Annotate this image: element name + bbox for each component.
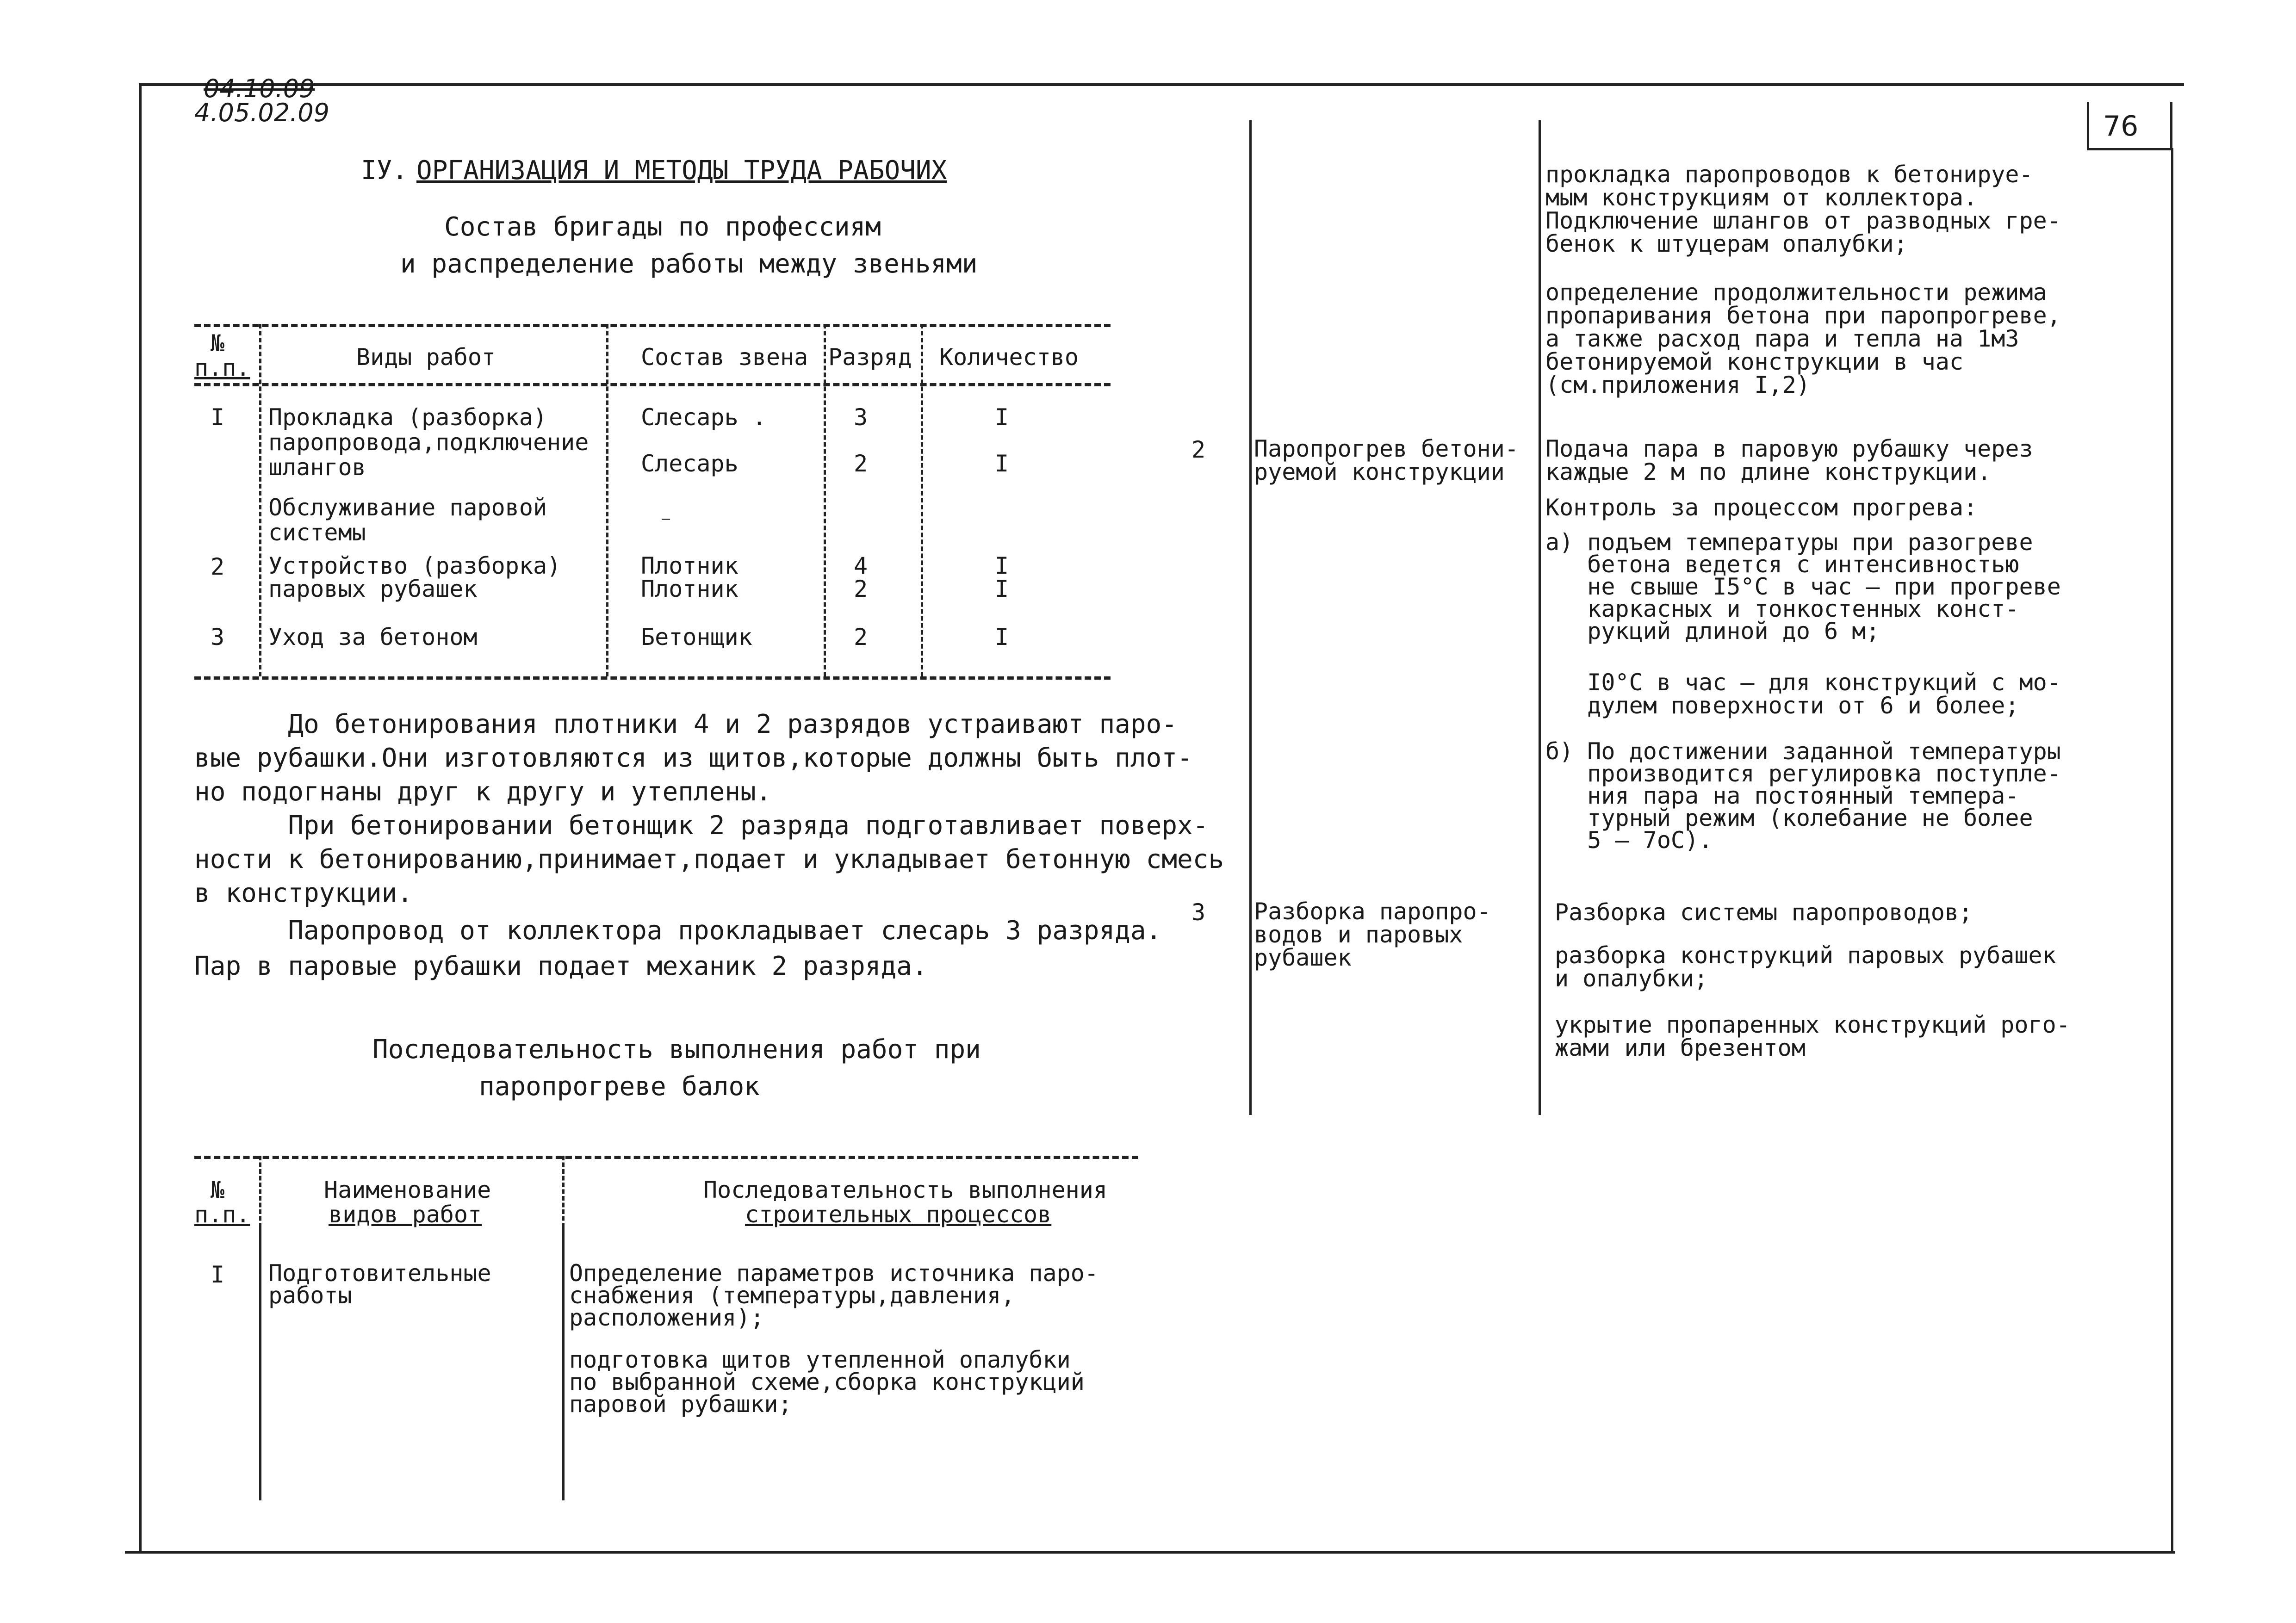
brigade-row-4-qty: I I xyxy=(995,552,1009,602)
brigade-row-5-grade: 2 xyxy=(854,624,868,650)
brigade-header-team: Состав звена xyxy=(641,344,808,371)
brigade-col-1 xyxy=(259,324,261,676)
sequence-col-1-solid xyxy=(259,1227,261,1500)
right-row-2-item-3: а) подъем температуры при разогреве бетона ведется с интенсивностью не свыше I5°С в час – при прогреве каркасных и тонкостенных конст- рукций длиной до 6 м; xyxy=(1545,529,2061,644)
brigade-row-4-work: Устройство (разборка) паровых рубашек xyxy=(268,552,561,602)
frame-left xyxy=(139,83,142,1552)
paragraph-line-1: До бетонирования плотники 4 и 2 разрядов устраивают паро- xyxy=(194,709,1178,739)
brigade-row-5-work: Уход за бетоном xyxy=(268,624,478,650)
sequence-col-2-solid xyxy=(562,1227,565,1500)
right-row-3-num: 3 xyxy=(1191,899,1206,926)
section-number: IУ. xyxy=(361,155,408,186)
brigade-header-works: Виды работ xyxy=(356,344,496,371)
frame-bottom xyxy=(125,1551,2175,1554)
sequence-row-1-item-1: Определение параметров источника паро- снабжения (температуры,давления, расположения); xyxy=(569,1260,1098,1331)
sequence-title-1: Последовательность выполнения работ при xyxy=(372,1035,981,1065)
sequence-header-num-symbol: № xyxy=(211,1177,225,1203)
sequence-col-2 xyxy=(562,1156,565,1227)
sequence-header-seq-2: строительных процессов xyxy=(745,1201,1052,1228)
brigade-row-5-num: 3 xyxy=(211,624,225,650)
brigade-row-4-team: Плотник Плотник xyxy=(641,552,738,602)
right-divider-1 xyxy=(1249,120,1252,1115)
brigade-row-1-grade: 3 xyxy=(854,404,868,431)
sequence-row-1-num: I xyxy=(211,1261,225,1288)
frame-right xyxy=(2171,148,2173,1552)
sequence-header-num: п.п. xyxy=(194,1201,250,1228)
sequence-row-1-name: Подготовительные работы xyxy=(268,1260,491,1309)
brigade-header-num: п.п. xyxy=(194,354,250,381)
paragraph-line-5: ности к бетонированию,принимает,подает и укладывает бетонную смесь xyxy=(194,844,1224,874)
brigade-col-3 xyxy=(824,324,826,676)
sequence-header-name-1: Наименование xyxy=(324,1177,491,1203)
sequence-row-1-item-2: подготовка щитов утепленной опалубки по выбранной схеме,сборка конструкций паровой рубашки; xyxy=(569,1346,1085,1418)
right-row-2-name: Паропрогрев бетони- руемой конструкции xyxy=(1254,435,1519,485)
paragraph-line-7: Паропровод от коллектора прокладывает слесарь 3 разряда. xyxy=(194,916,1162,946)
page-number: 76 xyxy=(2103,110,2139,142)
brigade-title-2: и распределение работы между звеньями xyxy=(400,249,978,279)
brigade-row-5-team: Бетонщик xyxy=(641,624,752,650)
brigade-col-2 xyxy=(606,324,608,676)
right-divider-2 xyxy=(1539,120,1541,1115)
section-title: ОРГАНИЗАЦИЯ И МЕТОДЫ ТРУДА РАБОЧИХ xyxy=(416,155,947,186)
paragraph-line-2: вые рубашки.Они изготовляются из щитов,которые должны быть плот- xyxy=(194,743,1193,773)
brigade-header-grade: Разряд xyxy=(828,344,912,371)
right-row-2-item-1: Подача пара в паровую рубашку через каждые 2 м по длине конструкции. xyxy=(1545,435,2033,485)
brigade-col-4 xyxy=(921,324,923,676)
right-row-2-item-5: б) По достижении заданной температуры производится регулировка поступле- ния пара на постоянный темпера- турный режим (колебание не более 5 – 7оС). xyxy=(1545,738,2061,854)
right-row-3-item-3: укрытие пропаренных конструкций рого- жами или брезентом xyxy=(1555,1011,2070,1061)
brigade-table-header-bottom xyxy=(194,383,1111,386)
brigade-row-2-team: Слесарь xyxy=(641,450,738,477)
paragraph-line-4: При бетонировании бетонщик 2 разряда подготавливает поверх- xyxy=(194,811,1209,841)
brigade-table-top xyxy=(194,324,1111,327)
sequence-header-name-2: видов работ xyxy=(329,1201,482,1228)
right-row-3-item-1: Разборка системы паропроводов; xyxy=(1555,899,1973,926)
right-cont-item-2: определение продолжительности режима пропаривания бетона при паропрогреве, а также расход пара и тепла на 1м3 бетонируемой конструкции в час (см.приложения I,2) xyxy=(1545,279,2061,398)
right-row-3-name: Разборка паропро- водов и паровых рубашек xyxy=(1254,898,1491,971)
right-cont-item-1: прокладка паропроводов к бетонируе- мым конструкциям от коллектора. Подключение шлангов от разводных гре- бенок к штуцерам опалубки; xyxy=(1545,161,2061,257)
brigade-row-1-team: Слесарь . xyxy=(641,404,766,431)
brigade-row-1-qty: I xyxy=(995,404,1009,431)
sequence-col-1 xyxy=(259,1156,261,1227)
brigade-row-5-qty: I xyxy=(995,624,1009,650)
brigade-row-4-grade: 4 2 xyxy=(854,552,868,602)
brigade-title-1: Состав бригады по профессиям xyxy=(444,212,881,242)
paragraph-line-6: в конструкции. xyxy=(194,878,413,908)
paragraph-line-8: Пар в паровые рубашки подает механик 2 разряда. xyxy=(194,951,928,981)
brigade-row-4-num: 2 xyxy=(211,553,225,580)
brigade-row-2-qty: I xyxy=(995,450,1009,477)
crossed-code: 04.10.09 xyxy=(204,74,315,103)
sequence-title-2: паропрогреве балок xyxy=(479,1072,760,1102)
brigade-row-3-work: Обслуживание паровой системы xyxy=(268,494,547,546)
brigade-header-num-symbol: № xyxy=(211,330,225,357)
document-code: 4.05.02.09 xyxy=(194,98,329,127)
right-row-3-item-2: разборка конструкций паровых рубашек и опалубки; xyxy=(1555,942,2056,992)
brigade-row-3-team: – xyxy=(662,511,670,527)
brigade-row-1-work: Прокладка (разборка) паропровода,подключение шлангов xyxy=(268,404,589,481)
sequence-table-top xyxy=(194,1156,1138,1159)
right-row-2-num: 2 xyxy=(1191,436,1206,463)
right-row-2-item-2: Контроль за процессом прогрева: xyxy=(1545,494,1978,521)
brigade-table-bottom xyxy=(194,676,1111,680)
brigade-row-1-num: I xyxy=(211,404,225,431)
brigade-row-2-grade: 2 xyxy=(854,450,868,477)
frame-top xyxy=(139,83,2184,86)
sequence-header-seq-1: Последовательность выполнения xyxy=(703,1177,1107,1203)
right-row-2-item-4: I0°С в час – для конструкций с мо- дулем поверхности от 6 и более; xyxy=(1587,669,2061,719)
paragraph-line-3: но подогнаны друг к другу и утеплены. xyxy=(194,777,772,807)
brigade-header-qty: Количество xyxy=(939,344,1079,371)
